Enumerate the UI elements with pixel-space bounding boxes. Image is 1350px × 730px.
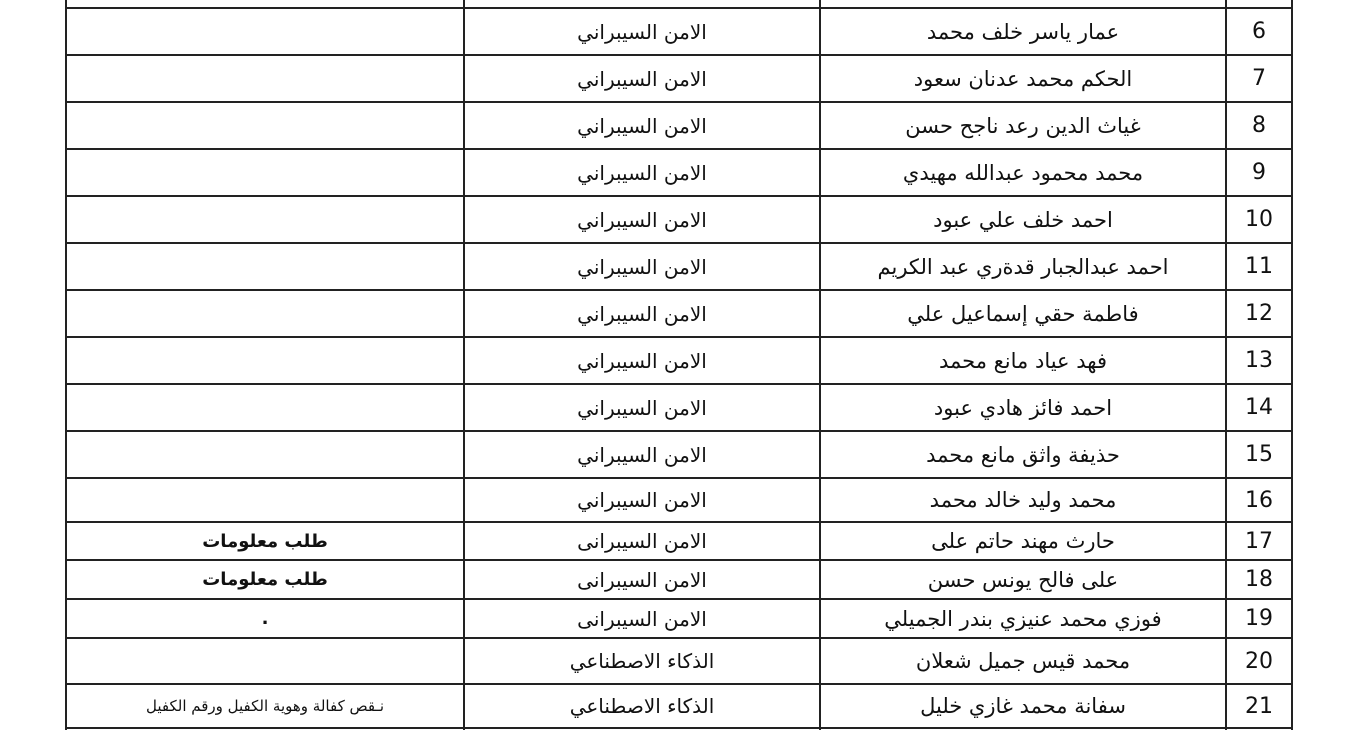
- row-number-cell: 13: [1245, 348, 1273, 373]
- student-name-cell: حذيفة واثق مانع محمد: [926, 442, 1120, 467]
- column-divider: [819, 0, 821, 730]
- row-number-cell: 12: [1245, 301, 1273, 326]
- department-cell: الامن السيبرانى: [577, 567, 707, 592]
- notes-cell: [68, 479, 462, 521]
- row-number-cell: 6: [1252, 19, 1266, 44]
- department-cell: الامن السيبراني: [577, 113, 707, 138]
- row-number-cell: 19: [1245, 606, 1273, 631]
- student-name-cell: غياث الدين رعد ناجح حسن: [905, 113, 1141, 138]
- notes-cell: طلب معلومات: [202, 569, 328, 590]
- department-cell: الامن السيبراني: [577, 66, 707, 91]
- department-cell: الذكاء الاصطناعي: [569, 649, 715, 673]
- student-name-cell: عمار ياسر خلف محمد: [926, 19, 1120, 44]
- row-number-cell: 8: [1252, 113, 1266, 138]
- notes-cell: [68, 9, 462, 54]
- row-number-cell: 20: [1245, 648, 1273, 674]
- student-name-cell: فهد عياد مانع محمد: [938, 348, 1108, 373]
- student-name-cell: فاطمة حقي إسماعيل علي: [907, 301, 1139, 326]
- notes-cell: طلب معلومات: [202, 530, 328, 552]
- department-cell: الامن السيبرانى: [577, 529, 707, 553]
- student-name-cell: على فالح يونس حسن: [927, 567, 1119, 592]
- row-number-cell: 18: [1245, 567, 1273, 592]
- student-name-cell: فوزي محمد عنيزي بندر الجميلي: [884, 606, 1162, 631]
- row-number-cell: 16: [1245, 487, 1273, 513]
- student-name-cell: محمد محمود عبدالله مهيدي: [902, 160, 1144, 185]
- column-divider: [463, 0, 465, 730]
- department-cell: الامن السيبراني: [577, 207, 707, 232]
- student-name-cell: الحكم محمد عدنان سعود: [913, 66, 1133, 91]
- student-name-cell: احمد فائز هادي عبود: [933, 395, 1113, 420]
- notes-cell: [68, 150, 462, 195]
- student-name-cell: احمد خلف علي عبود: [933, 207, 1113, 232]
- row-number-cell: 21: [1245, 693, 1273, 719]
- column-divider: [1225, 0, 1227, 730]
- row-number-cell: 10: [1245, 207, 1273, 232]
- student-name-cell: محمد وليد خالد محمد: [929, 488, 1117, 512]
- department-cell: الامن السيبرانى: [577, 606, 707, 631]
- notes-cell: [68, 197, 462, 242]
- department-cell: الامن السيبراني: [577, 160, 707, 185]
- row-number-cell: 17: [1245, 528, 1273, 554]
- notes-cell: نـقص كفالة وهوية الكفيل ورقم الكفيل: [145, 697, 385, 715]
- department-cell: الذكاء الاصطناعي: [569, 694, 715, 718]
- row-number-cell: 11: [1245, 254, 1273, 279]
- notes-cell: [68, 103, 462, 148]
- column-divider: [1291, 0, 1293, 730]
- row-number-cell: 7: [1252, 66, 1266, 91]
- department-cell: الامن السيبراني: [577, 19, 707, 44]
- notes-cell: [68, 385, 462, 430]
- department-cell: الامن السيبراني: [577, 395, 707, 420]
- notes-cell: [68, 639, 462, 683]
- row-number-cell: 15: [1245, 442, 1273, 467]
- department-cell: الامن السيبراني: [577, 254, 707, 279]
- student-name-cell: احمد عبدالجبار قدةري عبد الكريم: [877, 254, 1169, 279]
- row-number-cell: 14: [1245, 395, 1273, 420]
- column-divider: [65, 0, 67, 730]
- department-cell: الامن السيبراني: [577, 301, 707, 326]
- notes-cell: [68, 432, 462, 477]
- department-cell: الامن السيبراني: [577, 488, 707, 512]
- row-number-cell: 9: [1252, 160, 1266, 185]
- notes-cell: .: [261, 608, 269, 629]
- notes-cell: [68, 244, 462, 289]
- department-cell: الامن السيبراني: [577, 442, 707, 467]
- notes-cell: [68, 338, 462, 383]
- department-cell: الامن السيبراني: [577, 348, 707, 373]
- notes-cell: [68, 291, 462, 336]
- row-divider: [66, 727, 1292, 729]
- student-name-cell: حارث مهند حاتم على: [931, 529, 1115, 553]
- student-name-cell: محمد قيس جميل شعلان: [915, 649, 1131, 673]
- student-name-cell: سفانة محمد غازي خليل: [920, 694, 1126, 718]
- notes-cell: [68, 56, 462, 101]
